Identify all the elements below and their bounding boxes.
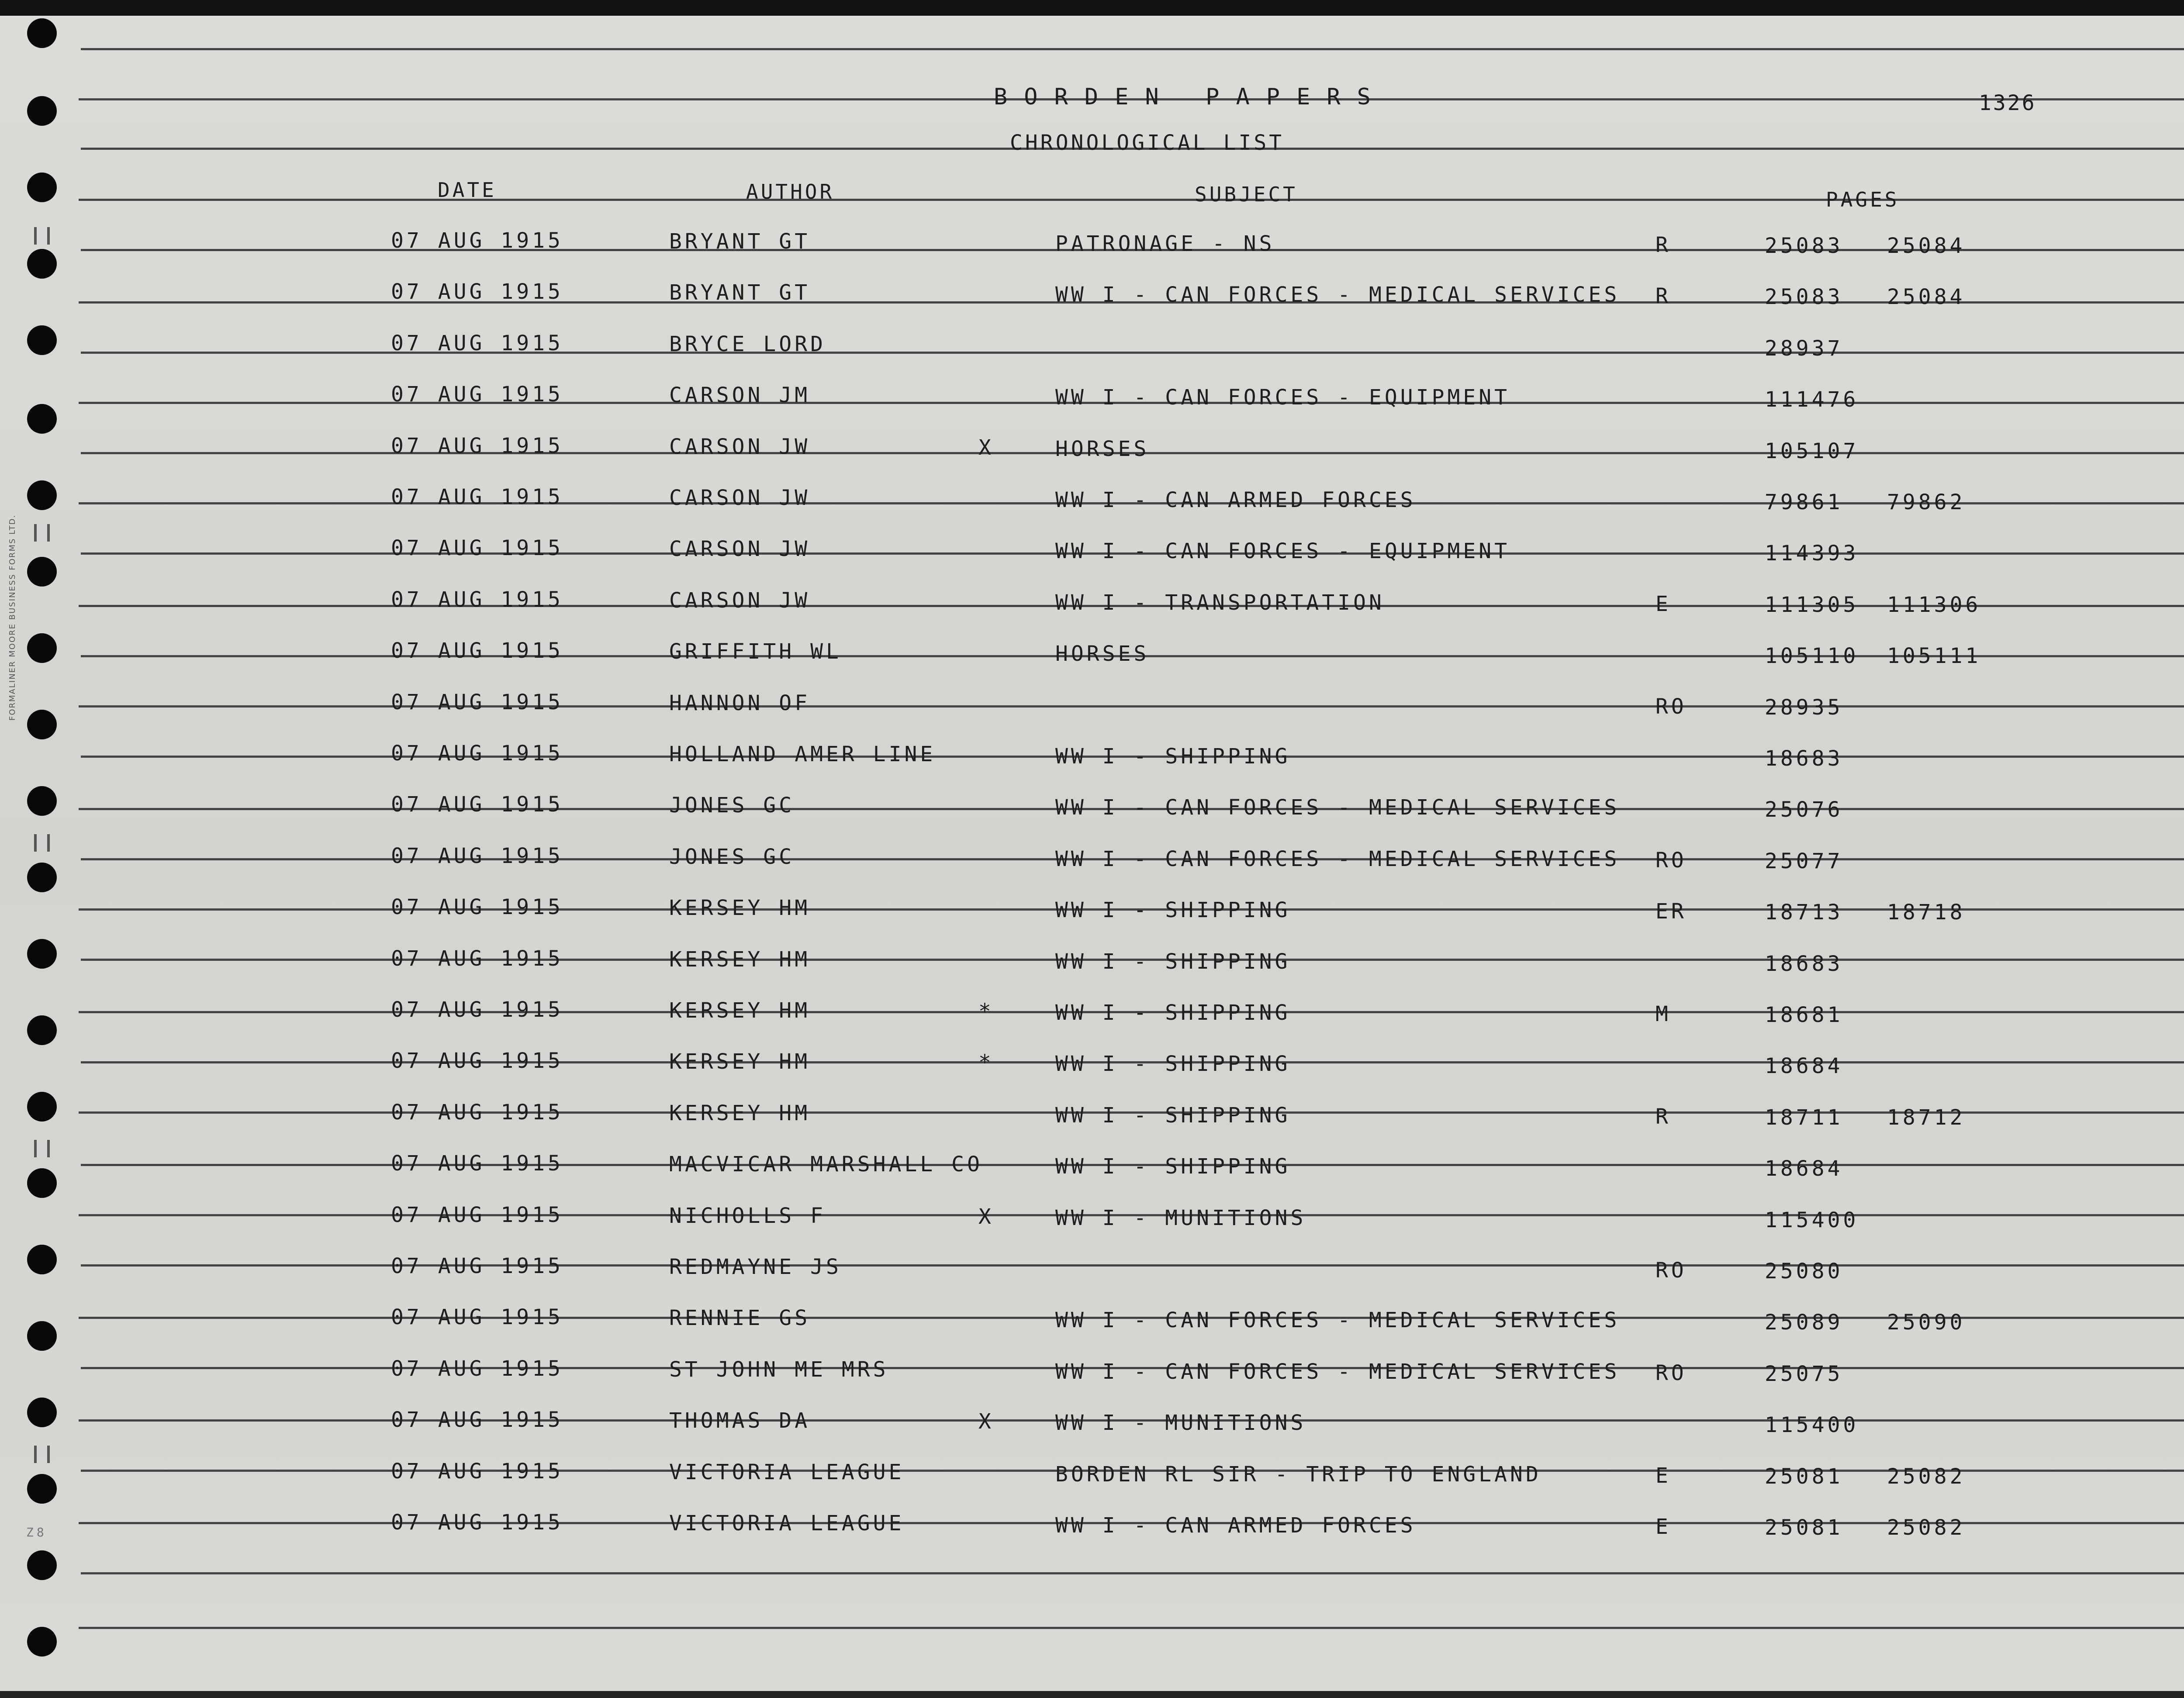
- row-subject: WW I - TRANSPORTATION: [1055, 590, 1385, 615]
- row-subject: WW I - SHIPPING: [1055, 949, 1291, 974]
- row-date: 07 AUG 1915: [391, 1049, 563, 1073]
- row-subject: WW I - SHIPPING: [1055, 1001, 1291, 1025]
- row-code: RO: [1655, 1258, 1687, 1283]
- row-page-start: 25083: [1765, 234, 1843, 258]
- tractor-hole: [27, 1321, 57, 1351]
- tractor-hole: [27, 325, 57, 355]
- row-author: JONES GC: [669, 793, 795, 818]
- row-page-start: 18683: [1765, 951, 1843, 976]
- row-subject: WW I - CAN ARMED FORCES: [1055, 1513, 1416, 1538]
- perforation-tick: [34, 1140, 50, 1157]
- perforation-tick: [34, 1446, 50, 1463]
- row-mark: X: [978, 435, 994, 460]
- row-author: THOMAS DA: [669, 1408, 811, 1433]
- column-header-date: DATE: [438, 178, 497, 202]
- form-imprint: FORMALINER MOORE BUSINESS FORMS LTD.: [8, 514, 17, 721]
- row-subject: WW I - MUNITIONS: [1055, 1411, 1306, 1436]
- row-author: KERSEY HM: [669, 1049, 811, 1074]
- row-date: 07 AUG 1915: [391, 1151, 563, 1176]
- row-page-start: 28937: [1765, 336, 1843, 361]
- row-code: R: [1655, 1104, 1671, 1129]
- row-code: R: [1655, 284, 1671, 309]
- tractor-hole: [27, 863, 57, 892]
- tractor-hole: [27, 1627, 57, 1657]
- perforation-tick: [34, 227, 50, 245]
- row-subject: BORDEN RL SIR - TRIP TO ENGLAND: [1055, 1462, 1541, 1487]
- row-page-start: 25083: [1765, 285, 1843, 310]
- row-author: BRYANT GT: [669, 280, 811, 305]
- row-code: R: [1655, 233, 1671, 257]
- row-author: CARSON JW: [669, 537, 811, 562]
- row-date: 07 AUG 1915: [391, 485, 563, 509]
- row-subject: WW I - SHIPPING: [1055, 898, 1291, 923]
- row-date: 07 AUG 1915: [391, 1459, 563, 1484]
- tractor-hole: [27, 1015, 57, 1045]
- tractor-hole: [27, 786, 57, 816]
- row-page-start: 18684: [1765, 1156, 1843, 1181]
- row-author: VICTORIA LEAGUE: [669, 1460, 905, 1484]
- column-header-author: AUTHOR: [746, 180, 835, 204]
- row-subject: WW I - SHIPPING: [1055, 1103, 1291, 1128]
- row-subject: WW I - CAN FORCES - MEDICAL SERVICES: [1055, 846, 1620, 871]
- column-header-subject: SUBJECT: [1195, 183, 1298, 206]
- row-date: 07 AUG 1915: [391, 1100, 563, 1125]
- tractor-hole: [27, 1168, 57, 1198]
- row-code: RO: [1655, 1360, 1687, 1385]
- document-subtitle: CHRONOLOGICAL LIST: [1010, 131, 1285, 155]
- tractor-hole: [27, 1245, 57, 1274]
- row-page-end: 25082: [1887, 1515, 1966, 1540]
- row-author: VICTORIA LEAGUE: [669, 1511, 905, 1536]
- row-page-start: 105110: [1765, 644, 1859, 669]
- row-author: RENNIE GS: [669, 1306, 811, 1331]
- row-date: 07 AUG 1915: [391, 587, 563, 612]
- tractor-hole: [27, 18, 57, 48]
- row-subject: WW I - SHIPPING: [1055, 744, 1291, 769]
- row-date: 07 AUG 1915: [391, 638, 563, 663]
- tractor-hole: [27, 557, 57, 587]
- row-author: KERSEY HM: [669, 1101, 811, 1125]
- row-subject: WW I - CAN FORCES - MEDICAL SERVICES: [1055, 795, 1620, 820]
- tractor-hole: [27, 939, 57, 969]
- row-date: 07 AUG 1915: [391, 433, 563, 458]
- row-code: E: [1655, 1463, 1671, 1488]
- row-author: MACVICAR MARSHALL CO: [669, 1152, 983, 1177]
- row-date: 07 AUG 1915: [391, 741, 563, 766]
- row-subject: PATRONAGE - NS: [1055, 231, 1275, 256]
- row-date: 07 AUG 1915: [391, 331, 563, 355]
- row-page-start: 18711: [1765, 1105, 1843, 1130]
- tractor-hole: [27, 1092, 57, 1122]
- row-page-start: 111476: [1765, 387, 1859, 412]
- row-date: 07 AUG 1915: [391, 1202, 563, 1227]
- top-edge: [0, 0, 2184, 16]
- row-date: 07 AUG 1915: [391, 792, 563, 817]
- tractor-hole: [27, 710, 57, 739]
- row-subject: WW I - CAN FORCES - EQUIPMENT: [1055, 539, 1510, 564]
- row-date: 07 AUG 1915: [391, 536, 563, 561]
- row-page-start: 105107: [1765, 438, 1859, 463]
- row-page-start: 111305: [1765, 592, 1859, 617]
- row-date: 07 AUG 1915: [391, 1254, 563, 1278]
- row-page-start: 18681: [1765, 1003, 1843, 1027]
- row-author: KERSEY HM: [669, 947, 811, 972]
- row-subject: WW I - MUNITIONS: [1055, 1205, 1306, 1230]
- row-subject: WW I - SHIPPING: [1055, 1052, 1291, 1077]
- tractor-hole: [27, 1398, 57, 1427]
- row-page-start: 18684: [1765, 1054, 1843, 1079]
- row-page-end: 25084: [1887, 234, 1966, 258]
- row-author: CARSON JM: [669, 383, 811, 408]
- row-page-start: 18683: [1765, 746, 1843, 771]
- row-page-end: 25082: [1887, 1464, 1966, 1489]
- tractor-hole: [27, 249, 57, 279]
- row-date: 07 AUG 1915: [391, 843, 563, 868]
- column-header-pages: PAGES: [1826, 188, 1900, 211]
- ruled-line: [81, 48, 2184, 50]
- tractor-hole: [27, 1474, 57, 1504]
- row-page-start: 115400: [1765, 1413, 1859, 1438]
- row-mark: *: [978, 999, 994, 1024]
- row-date: 07 AUG 1915: [391, 946, 563, 971]
- tractor-hole: [27, 96, 57, 126]
- row-page-end: 79862: [1887, 490, 1966, 514]
- row-author: GRIFFITH WL: [669, 639, 842, 664]
- row-code: E: [1655, 591, 1671, 616]
- row-date: 07 AUG 1915: [391, 382, 563, 407]
- row-page-end: 111306: [1887, 592, 1981, 617]
- row-subject: HORSES: [1055, 642, 1150, 666]
- row-code: E: [1655, 1515, 1671, 1539]
- row-author: KERSEY HM: [669, 998, 811, 1023]
- row-code: RO: [1655, 848, 1687, 873]
- row-code: RO: [1655, 694, 1687, 719]
- row-page-start: 25081: [1765, 1464, 1843, 1489]
- row-mark: *: [978, 1050, 994, 1075]
- row-subject: WW I - CAN FORCES - MEDICAL SERVICES: [1055, 1308, 1620, 1333]
- row-page-end: 105111: [1887, 644, 1981, 669]
- margin-mark: Z8: [26, 1525, 47, 1539]
- row-subject: HORSES: [1055, 436, 1150, 461]
- row-page-start: 18713: [1765, 900, 1843, 925]
- tractor-hole: [27, 1550, 57, 1580]
- row-subject: WW I - CAN FORCES - EQUIPMENT: [1055, 385, 1510, 410]
- row-code: ER: [1655, 899, 1687, 924]
- row-author: REDMAYNE JS: [669, 1255, 842, 1279]
- row-date: 07 AUG 1915: [391, 895, 563, 920]
- row-subject: WW I - CAN FORCES - MEDICAL SERVICES: [1055, 283, 1620, 307]
- row-mark: X: [978, 1204, 994, 1229]
- tractor-hole: [27, 404, 57, 434]
- row-date: 07 AUG 1915: [391, 690, 563, 714]
- row-page-start: 114393: [1765, 541, 1859, 566]
- bottom-edge: [0, 1691, 2184, 1698]
- row-page-start: 25089: [1765, 1310, 1843, 1335]
- row-author: CARSON JW: [669, 434, 811, 459]
- row-page-start: 25076: [1765, 797, 1843, 822]
- row-author: NICHOLLS F: [669, 1203, 826, 1228]
- ruled-line: [79, 1627, 2184, 1629]
- row-page-end: 25084: [1887, 285, 1966, 310]
- tractor-hole: [27, 480, 57, 510]
- row-author: HANNON OF: [669, 690, 811, 715]
- row-date: 07 AUG 1915: [391, 1408, 563, 1432]
- row-author: KERSEY HM: [669, 896, 811, 921]
- row-author: BRYANT GT: [669, 229, 811, 254]
- row-date: 07 AUG 1915: [391, 1510, 563, 1535]
- row-author: BRYCE LORD: [669, 331, 826, 356]
- row-page-start: 79861: [1765, 490, 1843, 514]
- row-author: JONES GC: [669, 844, 795, 869]
- perforation-tick: [34, 524, 50, 542]
- row-author: ST JOHN ME MRS: [669, 1357, 889, 1382]
- row-author: CARSON JW: [669, 588, 811, 613]
- row-page-end: 18718: [1887, 900, 1966, 925]
- row-subject: WW I - CAN FORCES - MEDICAL SERVICES: [1055, 1359, 1620, 1384]
- perforation-tick: [34, 834, 50, 852]
- ruled-line: [81, 1572, 2184, 1574]
- row-date: 07 AUG 1915: [391, 1356, 563, 1381]
- row-code: M: [1655, 1002, 1671, 1026]
- row-page-start: 25081: [1765, 1515, 1843, 1540]
- row-subject: WW I - CAN ARMED FORCES: [1055, 488, 1416, 512]
- row-mark: X: [978, 1409, 994, 1434]
- row-author: HOLLAND AMER LINE: [669, 742, 936, 766]
- document-title: BORDEN PAPERS: [994, 84, 1387, 110]
- row-page-start: 25080: [1765, 1259, 1843, 1284]
- row-page-end: 25090: [1887, 1310, 1966, 1335]
- tractor-hole: [27, 173, 57, 202]
- row-page-start: 25075: [1765, 1361, 1843, 1386]
- row-date: 07 AUG 1915: [391, 280, 563, 304]
- row-date: 07 AUG 1915: [391, 997, 563, 1022]
- row-date: 07 AUG 1915: [391, 1305, 563, 1330]
- page-number: 1326: [1979, 91, 2036, 115]
- row-page-start: 115400: [1765, 1208, 1859, 1232]
- row-page-start: 25077: [1765, 849, 1843, 873]
- row-subject: WW I - SHIPPING: [1055, 1154, 1291, 1179]
- row-author: CARSON JW: [669, 486, 811, 510]
- row-page-end: 18712: [1887, 1105, 1966, 1130]
- tractor-hole: [27, 633, 57, 663]
- row-page-start: 28935: [1765, 695, 1843, 720]
- row-date: 07 AUG 1915: [391, 228, 563, 253]
